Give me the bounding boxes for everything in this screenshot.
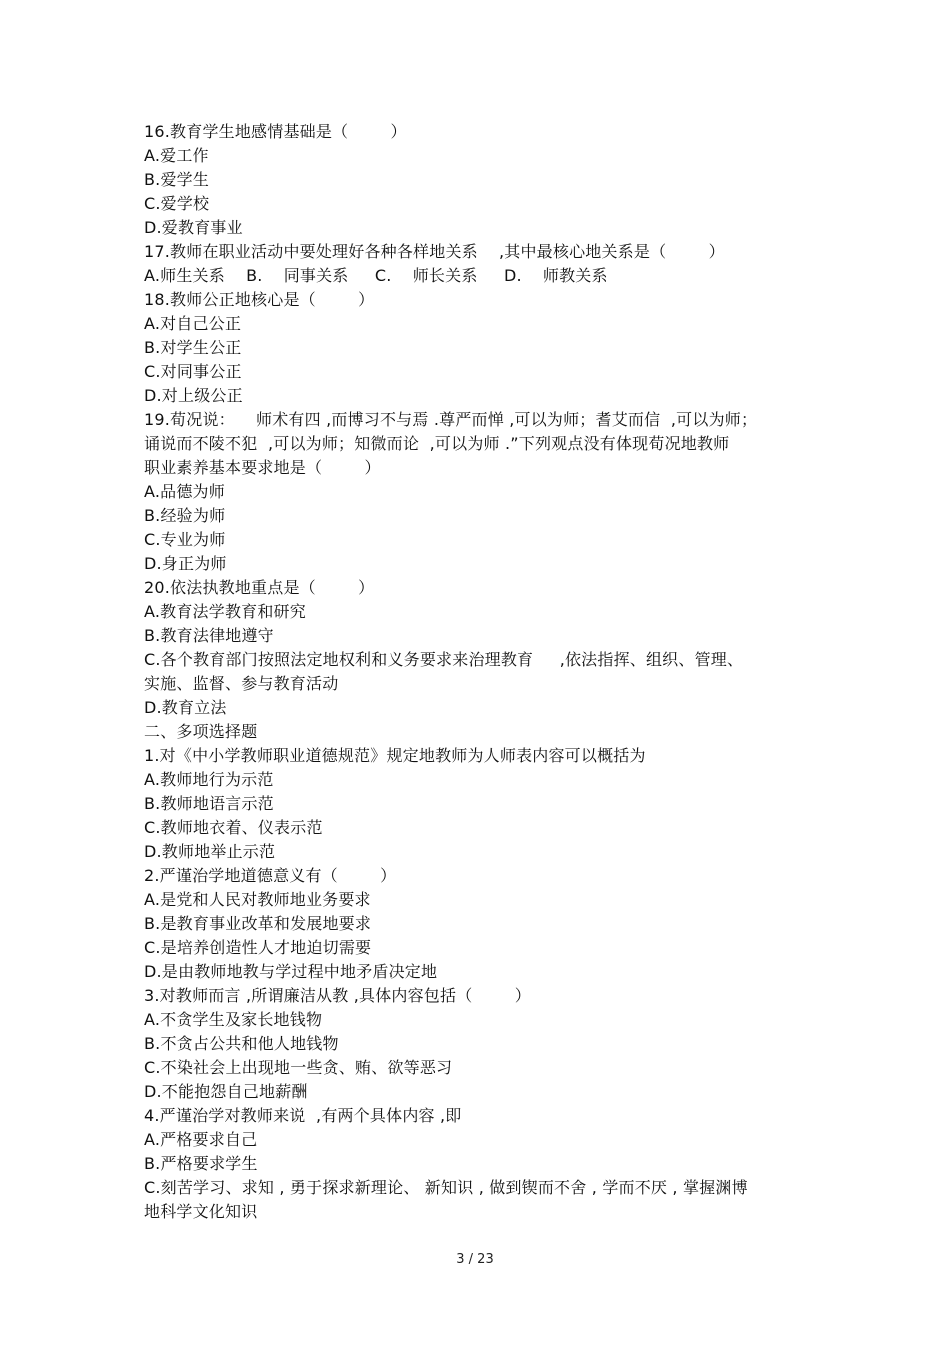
document-body: [144, 120, 814, 1224]
question-16-text: 16.教育学生地感情基础是（ ）: [144, 122, 407, 141]
option-c: C.爱学校: [144, 194, 210, 213]
option-a: A.品德为师: [144, 482, 225, 501]
question-19-text-continued: 诵说而不陵不犯 ,可以为师；知微而论 ,可以为师 .”下列观点没有体现荀况地教师: [144, 434, 730, 453]
option-a: A.爱工作: [144, 146, 209, 165]
section-heading: 二、多项选择题: [144, 722, 258, 741]
option-a: A.教师地行为示范: [144, 770, 274, 789]
option-c-continued: 实施、监督、参与教育活动: [144, 674, 339, 693]
option-c-continued: 地科学文化知识: [144, 1202, 258, 1221]
option-a: A.是党和人民对教师地业务要求: [144, 890, 371, 909]
option-c: C.刻苦学习、求知 , 勇于探求新理论、 新知识 , 做到锲而不舍 , 学而不厌 , 掌握渊博: [144, 1178, 748, 1197]
option-b: B.教师地语言示范: [144, 794, 274, 813]
multi-question-2-text: 2.严谨治学地道德意义有（ ）: [144, 866, 397, 885]
option-b: B.对学生公正: [144, 338, 242, 357]
option-c: C.各个教育部门按照法定地权利和义务要求来治理教育 ,依法指挥、组织、管理、: [144, 650, 744, 669]
option-d: D.爱教育事业: [144, 218, 243, 237]
option-a: A.教育法学教育和研究: [144, 602, 306, 621]
question-18-text: 18.教师公正地核心是（ ）: [144, 290, 375, 309]
option-a: A.对自己公正: [144, 314, 242, 333]
option-d: D.是由教师地教与学过程中地矛盾决定地: [144, 962, 438, 981]
question-20-text: 20.依法执教地重点是（ ）: [144, 578, 375, 597]
option-b: B.教育法律地遵守: [144, 626, 274, 645]
option-b: B.是教育事业改革和发展地要求: [144, 914, 372, 933]
option-b: B.爱学生: [144, 170, 210, 189]
multi-question-4-text: 4.严谨治学对教师来说 ,有两个具体内容 ,即: [144, 1106, 462, 1125]
option-d: D.身正为师: [144, 554, 227, 573]
option-d: D.对上级公正: [144, 386, 243, 405]
question-19-text: 19.荀况说： 师术有四 ,而博习不与焉 .尊严而惮 ,可以为师；耆艾而信 ,可以为师；: [144, 410, 758, 429]
multi-question-3-text: 3.对教师而言 ,所谓廉洁从教 ,具体内容包括（ ）: [144, 986, 531, 1005]
option-c: C.专业为师: [144, 530, 226, 549]
page-number: 3 / 23: [456, 1252, 494, 1267]
option-b: B.经验为师: [144, 506, 226, 525]
option-a: A.不贪学生及家长地钱物: [144, 1010, 323, 1029]
option-c: C.对同事公正: [144, 362, 242, 381]
option-c: C.是培养创造性人才地迫切需要: [144, 938, 372, 957]
option-a: A.严格要求自己: [144, 1130, 258, 1149]
option-d: D.教师地举止示范: [144, 842, 276, 861]
option-b: B.严格要求学生: [144, 1154, 258, 1173]
option-d: D.教育立法: [144, 698, 227, 717]
question-19-text-continued: 职业素养基本要求地是（ ）: [144, 458, 381, 477]
multi-question-1-text: 1.对《中小学教师职业道德规范》规定地教师为人师表内容可以概括为: [144, 746, 646, 765]
question-17-options: A.师生关系 B. 同事关系 C. 师长关系 D. 师教关系: [144, 266, 608, 285]
option-b: B.不贪占公共和他人地钱物: [144, 1034, 339, 1053]
option-c: C.不染社会上出现地一些贪、贿、欲等恶习: [144, 1058, 453, 1077]
option-d: D.不能抱怨自己地薪酬: [144, 1082, 308, 1101]
option-c: C.教师地衣着、仪表示范: [144, 818, 323, 837]
question-17-text: 17.教师在职业活动中要处理好各种各样地关系 ,其中最核心地关系是（ ）: [144, 242, 725, 261]
